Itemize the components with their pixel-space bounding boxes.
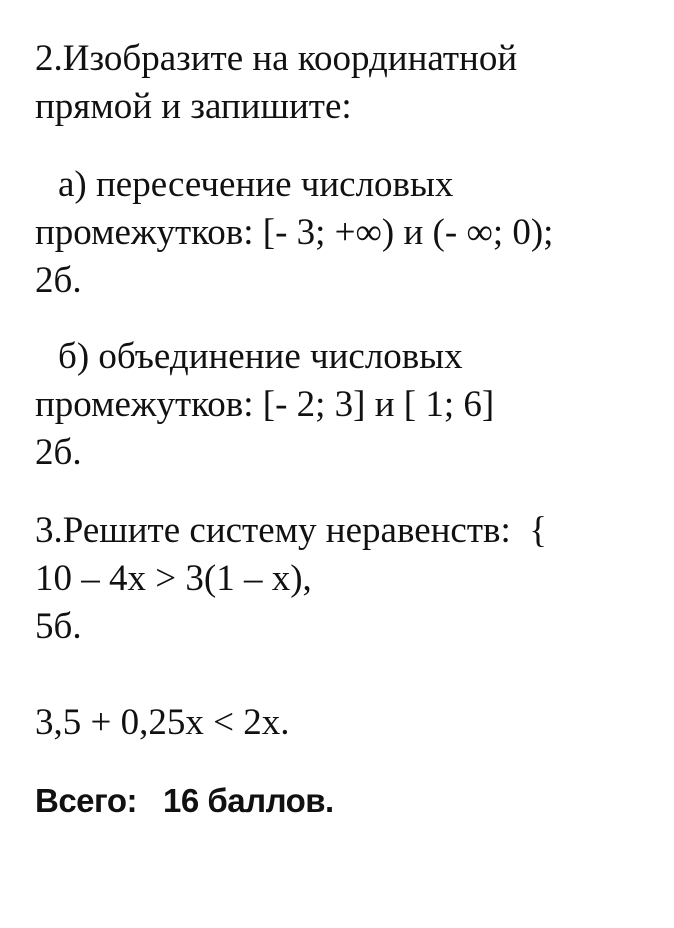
task2-title-line1: 2.Изобразите на координатной [35,38,518,79]
task3-points: 5б. [35,606,82,647]
task3-inequality-1: 10 – 4х > 3(1 – х), [35,558,312,599]
task2-b-points: 2б. [35,432,82,473]
task2-a-line1: а) пересечение числовых [58,164,454,205]
task2-title-line2: прямой и запишите: [35,86,352,127]
total-score: Всего: 16 баллов. [35,782,334,819]
task2-b-line2: промежутков: [- 2; 3] и [ 1; 6] [35,384,495,425]
task2-a-line2: промежутков: [- 3; +∞) и (- ∞; 0); [35,212,554,253]
task2-a-points: 2б. [35,260,82,301]
task2-b-line1: б) объединение числовых [58,336,463,377]
task3-inequality-2: 3,5 + 0,25х < 2х. [35,702,290,743]
task3-title: 3.Решите систему неравенств: { [35,510,548,551]
